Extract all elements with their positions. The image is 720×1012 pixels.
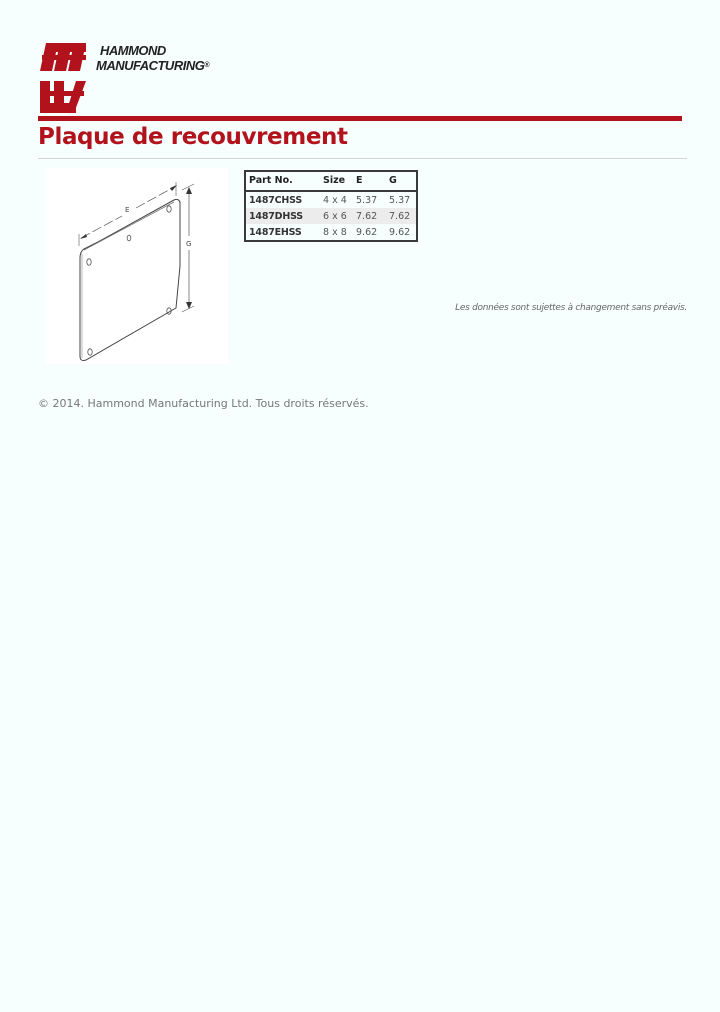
product-drawing — [46, 168, 228, 364]
footer-copyright: © 2014. Hammond Manufacturing Ltd. Tous droits réservés. — [38, 397, 369, 410]
size-cell: 6 x 6 — [320, 208, 353, 224]
column-header-part-no: Part No. — [245, 171, 320, 191]
part-number-cell: 1487EHSS — [249, 226, 302, 238]
disclaimer-note: Les données sont sujettes à changement sans préavis. — [455, 303, 687, 313]
table-header-row — [245, 171, 417, 191]
e-cell: 7.62 — [353, 208, 386, 224]
registered-mark: ® — [204, 62, 209, 69]
column-header-e: E — [353, 171, 386, 191]
table-row — [245, 191, 417, 208]
hammond-logo — [38, 41, 218, 113]
specifications-table — [244, 170, 418, 242]
logo-line2: MANUFACTURING® — [96, 58, 209, 73]
hammond-logo-mark-icon — [38, 41, 88, 113]
e-cell: 9.62 — [356, 226, 378, 238]
size-cell: 4 x 4 — [323, 194, 347, 206]
g-cell: 9.62 — [389, 226, 411, 238]
cover-plate-diagram-icon — [46, 168, 228, 364]
size-cell: 8 x 8 — [323, 226, 347, 238]
g-cell: 5.37 — [389, 194, 411, 206]
dimension-e-label: E — [125, 206, 130, 214]
table-row — [245, 208, 417, 224]
part-number-cell: 1487DHSS — [245, 208, 320, 224]
dimension-g-label: G — [186, 240, 192, 248]
header-red-rule — [38, 116, 682, 121]
part-number-cell: 1487CHSS — [249, 194, 303, 206]
page-title: Plaque de recouvrement — [38, 124, 348, 150]
column-header-g: G — [386, 171, 417, 191]
logo-wordmark — [96, 43, 209, 73]
column-header-size: Size — [320, 171, 353, 191]
e-cell: 5.37 — [356, 194, 378, 206]
table-row — [245, 224, 417, 241]
logo-line1: HAMMOND — [100, 43, 166, 58]
title-divider — [38, 158, 687, 159]
g-cell: 7.62 — [386, 208, 417, 224]
